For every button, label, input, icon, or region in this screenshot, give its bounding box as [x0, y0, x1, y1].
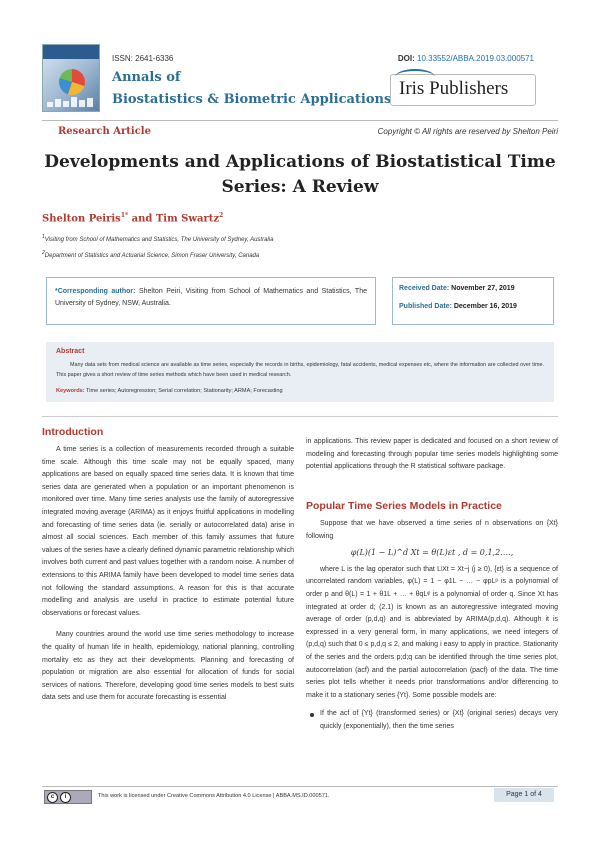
- dates-box: [392, 277, 554, 325]
- popular-paragraph-2: where L is the lag operator such that LʲXt = Xt−j (j ≥ 0), {εt} is a sequence of uncorrelated random variables, φ(L) = 1 − φ1L − … − φpLᵖ is a polynomial of order p and θ(L) = 1 + θ1L + … + θqLᵠ is a polynomial of order q. Since Xt has integrated at order d; (2.1) is known as an autoregressive integrated moving average of order (p,d,q) and is abbreviated by ARIMA(p,d,q). Although it is expressed in a very general form, in many applications, we need integers of (p,d,q) such that 0 ≤ p,d,q ≤ 2, and making i easy to apply in practice. Stationarity of the series and the orders p;d;q can be identified through the time series plot, autocorrelation (acf) and the partial autocorrelation (pacf) of the data. The time series plot tells whether it needs prior transformations and/or differencing to make it to a stationary series {Yt}. Some possible models are:: [306, 565, 558, 699]
- affiliation-1: [42, 234, 273, 243]
- arima-equation: φ(L)(1 − L)^d Xt = θ(L)εt , d = 0,1,2….,: [350, 548, 514, 558]
- popular-models-heading: Popular Time Series Models in Practice: [306, 500, 502, 512]
- affiliation-2: [42, 250, 259, 259]
- affiliation-2-sup: 2: [42, 250, 45, 256]
- author-2-sup: 2: [219, 212, 224, 219]
- abstract-divider: [42, 416, 558, 417]
- received-label: Received Date:: [399, 285, 450, 292]
- authors: [42, 212, 223, 224]
- received-value: November 27, 2019: [451, 285, 515, 292]
- right-column-top: [306, 436, 558, 474]
- journal-title-line2: Biostatistics & Biometric Applications: [112, 92, 392, 107]
- keywords-label: Keywords:: [56, 388, 85, 394]
- page-number: Page 1 of 4: [494, 788, 554, 802]
- by-icon: i: [60, 792, 71, 803]
- article-type: Research Article: [58, 126, 151, 137]
- affiliation-2-text: Department of Statistics and Actuarial Science, Simon Fraser University, Canada: [44, 253, 260, 259]
- published-label: Published Date:: [399, 303, 452, 310]
- corresponding-author-box: [46, 277, 376, 325]
- publisher-name: Iris Publishers: [399, 78, 509, 99]
- affiliation-1-sup: 1: [42, 234, 45, 240]
- author-1-sup: 1*: [120, 212, 129, 219]
- published-date: [399, 303, 517, 310]
- list-item: [306, 708, 558, 733]
- publisher-logo: [390, 74, 536, 106]
- doi-link[interactable]: 10.33552/ABBA.2019.03.000571: [417, 54, 534, 63]
- author-2: and Tim Swartz: [128, 213, 220, 225]
- author-1: Shelton Peiris: [42, 213, 121, 225]
- left-column: [42, 444, 294, 705]
- journal-cover-thumbnail: [42, 44, 100, 112]
- doi: [398, 54, 534, 63]
- intro-paragraph-1: A time series is a collection of measurements recorded through a suitable time scale. Although this time scale may not be equally spaced, many applications are based on equally spaced time series data. It is known that time series data are generated when a population or an important phenomenon is monitored over time. Many time series analysts use the family of autoregressive integrated moving average (ARIMA) as it enjoys fruitful applications in modelling and forecasting of time series data (ie. serially or autocorrelated data) arise in almost all social sciences. Each member of this family assumes that future values of the series have a clearly defined dynamic parametric relationship which involves both current and past values together with a random noise. A number of extensions to this ARIMA family have been developed to model time series data not following the standard assumptions. A reason for this is that accurate modelling and analysis are useful in practice to estimate potential future observations or forecast values.: [42, 446, 294, 617]
- bullet-icon: [310, 713, 314, 717]
- introduction-heading: Introduction: [42, 426, 104, 438]
- intro-paragraph-2: Many countries around the world use time series methodology to increase the quality of human life in health, epidemiology, national planning, controlling mortality etc as they act their developments. Planning and forecasting of population or migration are also essential for allocation of funds for social services of nations. Therefore, developing good time series models to best suits data sets and use them for accurate forecasting is essential: [42, 631, 294, 702]
- cc-icon: c: [47, 792, 58, 803]
- published-value: December 16, 2019: [453, 303, 517, 310]
- keywords-list: Time series; Autoregression; Serial correlation; Stationarity; ARMA; Forecasting: [84, 388, 283, 394]
- abstract-body: Many data sets from medical science are available as time series, especially the records in births, epidemiology, fatal accidents, medical expenses etc, where the information are collected over time. This paper gives a short review of time series methods which have been used in medical research.: [56, 362, 544, 378]
- corresponding-text: Shelton Peiri, Visiting from School of Mathematics and Statistics, The University of Sydney, NSW, Australia.: [55, 288, 367, 307]
- affiliation-1-text: Visiting from School of Mathematics and Statistics, The University of Sydney, Australia: [44, 237, 274, 243]
- right-column: [306, 518, 558, 734]
- header-divider: [42, 120, 558, 121]
- issn: ISSN: 2641-6336: [112, 54, 174, 63]
- creative-commons-badge[interactable]: [44, 790, 92, 804]
- doi-label: DOI:: [397, 54, 415, 63]
- footer-divider: [42, 786, 558, 787]
- received-date: [399, 285, 515, 292]
- keywords: [56, 388, 283, 394]
- license-text: This work is licensed under Creative Commons Attribution 4.0 License | ABBA.MS.ID.000571.: [98, 793, 330, 799]
- popular-paragraph-1: Suppose that we have observed a time series of n observations on {Xt} following: [306, 520, 558, 540]
- bullet-text: If the acf of {Yt} (transformed series) or {Xt} (original series) decays very quickly (exponentially), then the time series: [320, 710, 558, 730]
- intro-paragraph-3: in applications. This review paper is dedicated and focused on a short review of modeling and forecasting through popular time series models highlighting some potential applications through the R statistical software package.: [306, 438, 558, 471]
- paper-title: Developments and Applications of Biostatistical Time Series: A Review: [44, 152, 556, 197]
- corresponding-label: *Corresponding author:: [55, 288, 136, 295]
- journal-title-line1: Annals of: [112, 70, 181, 85]
- copyright-notice: Copyright © All rights are reserved by Shelton Peiri: [377, 127, 558, 136]
- abstract-heading: Abstract: [56, 348, 85, 355]
